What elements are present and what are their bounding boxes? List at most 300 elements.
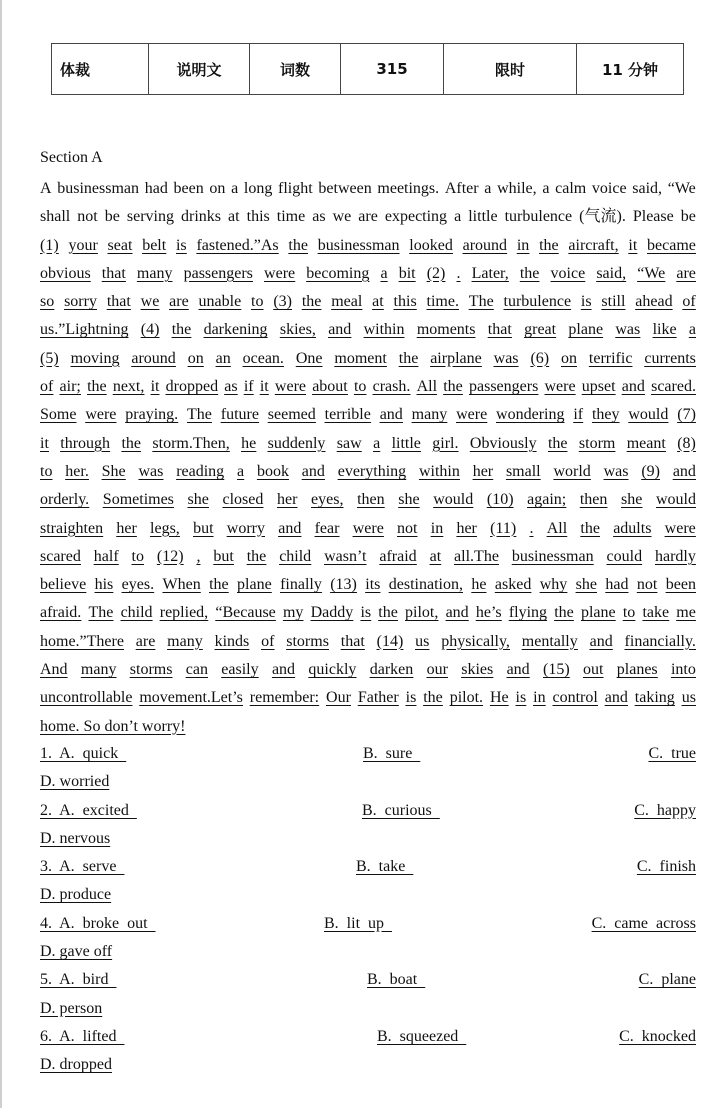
passage-word: darken xyxy=(369,661,414,679)
passage-word: plane xyxy=(580,604,616,622)
passage-word: she xyxy=(398,491,420,509)
passage-line xyxy=(40,713,696,741)
passage-word: then xyxy=(579,491,608,509)
option-c[interactable]: C. plane xyxy=(638,971,696,989)
blank-number: (13) xyxy=(330,576,357,594)
passage-word: drinks xyxy=(181,208,222,226)
question-row-d xyxy=(40,995,696,1023)
passage-word: through xyxy=(60,434,111,452)
passage-word: on xyxy=(561,349,577,367)
passage-word: asked xyxy=(494,576,532,594)
passage-line xyxy=(40,684,696,712)
question-row xyxy=(40,910,696,938)
passage-word: are xyxy=(169,293,189,311)
passage-word: are xyxy=(135,632,156,650)
passage-word: the xyxy=(288,236,308,254)
passage-line xyxy=(40,458,696,486)
passage-word: the xyxy=(171,321,192,339)
passage-word: but xyxy=(213,547,234,565)
passage-word: many xyxy=(136,264,173,282)
passage-line xyxy=(40,628,696,656)
passage-word: between xyxy=(318,180,372,197)
blank-number: (5) xyxy=(40,349,59,367)
passage-word: mentally xyxy=(521,632,578,650)
passage-word: about xyxy=(312,378,348,396)
passage-line xyxy=(40,316,696,344)
passage-word: finally xyxy=(280,576,322,594)
passage-word: a xyxy=(688,321,696,339)
passage-word: is xyxy=(515,689,527,707)
passage-word: When xyxy=(162,576,201,594)
passage-word: After xyxy=(444,180,479,197)
passage-word: in xyxy=(516,236,530,254)
passage-word: pilot, xyxy=(405,604,439,622)
passage-word: wondering xyxy=(496,406,565,424)
passage-line xyxy=(40,288,696,316)
passage-word: a xyxy=(542,180,550,197)
passage-line xyxy=(40,656,696,684)
passage-word: believe xyxy=(40,576,87,594)
passage-word: she xyxy=(621,491,643,509)
passage-word: to xyxy=(251,293,264,311)
passage-word: adults xyxy=(613,519,652,537)
passage-word: could xyxy=(606,547,643,565)
passage-word: suddenly xyxy=(267,434,326,452)
option-b[interactable]: B. curious xyxy=(362,801,440,819)
passage-word: future xyxy=(220,406,259,424)
passage-word: would xyxy=(433,491,474,509)
passage-word: was xyxy=(138,462,164,480)
passage-word: businessman xyxy=(57,180,140,197)
option-a[interactable]: 2. A. excited xyxy=(40,801,137,819)
genre-label: 体裁 xyxy=(52,44,149,95)
page-edge xyxy=(0,0,2,1108)
option-b[interactable]: B. take xyxy=(356,858,414,876)
passage-word: kinds xyxy=(214,632,250,650)
passage-word: obvious xyxy=(40,264,91,282)
passage-word: Father xyxy=(357,689,399,707)
passage-word: at xyxy=(429,547,442,565)
passage-word: of xyxy=(40,378,54,396)
passage-word: passengers xyxy=(183,264,253,282)
passage-word: eyes. xyxy=(121,576,155,594)
passage-word: businessman xyxy=(511,547,594,565)
passage-word: us xyxy=(681,689,696,707)
passage-word: One xyxy=(295,349,323,367)
passage-word: child xyxy=(279,547,312,565)
passage-word: and xyxy=(301,462,325,480)
option-d[interactable]: D. nervous xyxy=(40,829,111,847)
passage-line xyxy=(40,175,696,203)
passage-word: still xyxy=(601,293,626,311)
blank-number: (8) xyxy=(677,434,696,452)
option-c[interactable]: C. came across xyxy=(591,914,696,932)
option-d[interactable]: D. produce xyxy=(40,886,112,904)
question-options xyxy=(40,740,696,1080)
passage-word: within xyxy=(363,321,405,339)
passage-word: and xyxy=(278,519,302,537)
passage-word: A xyxy=(40,180,52,197)
option-a[interactable]: 1. A. quick xyxy=(40,745,127,762)
passage-word: a xyxy=(231,180,239,197)
passage-word: to xyxy=(131,547,144,565)
passage-word: into xyxy=(670,661,696,679)
passage-word: legs, xyxy=(150,519,180,537)
passage-word: us.”Lightning xyxy=(40,321,129,339)
passage-word: at xyxy=(228,208,240,226)
passage-word: if xyxy=(243,378,254,396)
passage-word: world xyxy=(553,462,591,480)
passage-word: she xyxy=(187,491,209,509)
passage-word: everything xyxy=(337,462,407,480)
passage-word: Sometimes xyxy=(102,491,174,509)
passage-word: financially. xyxy=(624,632,696,650)
question-row-d xyxy=(40,1051,696,1079)
passage-word: fastened.”As xyxy=(196,236,279,254)
blank-number: (6) xyxy=(530,349,550,367)
passage-word: book xyxy=(256,462,289,480)
passage-word: great xyxy=(524,321,557,339)
passage-word: said, xyxy=(632,180,663,197)
passage-word: were xyxy=(274,378,306,396)
passage-line xyxy=(40,515,696,543)
passage-word: were xyxy=(544,378,576,396)
passage-word: me xyxy=(676,604,696,622)
passage-word: businessman xyxy=(317,236,400,254)
passage-word: “We xyxy=(667,180,696,197)
passage-word: us xyxy=(415,632,430,650)
passage-word: became xyxy=(647,236,696,254)
option-b[interactable]: B. squeezed xyxy=(377,1027,467,1045)
option-b[interactable]: B. lit up xyxy=(324,914,393,932)
passage-word: storms xyxy=(129,661,173,679)
question-row-d xyxy=(40,881,696,909)
passage-word: her xyxy=(472,462,494,480)
passage-word: so xyxy=(40,293,55,311)
passage-word: , xyxy=(196,547,201,565)
passage-word: Later, xyxy=(471,264,509,282)
question-row xyxy=(40,853,696,881)
passage-word: it xyxy=(259,378,269,396)
passage-word: home. So don’t worry! xyxy=(40,717,186,735)
passage-word: a xyxy=(380,264,388,282)
passage-word: not xyxy=(77,208,98,226)
passage-word: passengers xyxy=(468,378,539,396)
passage-word: to xyxy=(353,378,367,396)
passage-word: Some xyxy=(40,406,77,424)
passage-word: seemed xyxy=(267,406,316,424)
passage-word: next, xyxy=(112,378,145,396)
passage-word: the xyxy=(443,378,463,396)
question-row xyxy=(40,797,696,825)
option-c[interactable]: C. finish xyxy=(636,858,696,876)
passage-word: afraid xyxy=(379,547,417,565)
passage-word: darkening xyxy=(203,321,268,339)
question-row-d xyxy=(40,825,696,853)
passage-word: that xyxy=(487,321,512,339)
blank-number: (1) xyxy=(40,236,59,254)
option-d[interactable]: D. worried xyxy=(40,773,110,791)
passage-word: around xyxy=(131,349,176,367)
blank-number: (2) xyxy=(426,264,446,282)
blank-number: (12) xyxy=(156,547,184,565)
passage-word: her xyxy=(116,519,137,537)
passage-word: plane xyxy=(237,576,272,594)
passage-word: planes xyxy=(616,661,658,679)
passage-word: movement.Let’s xyxy=(139,689,243,707)
passage-word: moments xyxy=(416,321,476,339)
passage-word: “We xyxy=(637,264,666,282)
passage-word: little xyxy=(468,208,498,226)
passage-word: (气流). xyxy=(579,208,626,226)
passage-line xyxy=(40,260,696,288)
option-c[interactable]: C. happy xyxy=(634,801,696,819)
passage-word: is xyxy=(405,689,417,707)
passage-word: this xyxy=(246,208,270,226)
passage-word: it xyxy=(40,434,49,452)
passage-word: like xyxy=(652,321,677,339)
passage-word: worry xyxy=(226,519,265,537)
passage-word: the xyxy=(398,349,419,367)
blank-number: (15) xyxy=(543,661,570,679)
blank-number: (4) xyxy=(140,321,160,339)
passage-word: looked xyxy=(409,236,453,254)
passage-word: the xyxy=(209,576,229,594)
passage-word: that xyxy=(106,293,131,311)
option-c[interactable]: C. true xyxy=(648,745,696,762)
passage-word: remember: xyxy=(249,689,320,707)
passage-word: girl. xyxy=(432,434,459,452)
passage-line xyxy=(40,401,696,429)
passage-word: your xyxy=(68,236,98,254)
question-row xyxy=(40,740,696,768)
blank-number: (3) xyxy=(273,293,292,311)
passage-word: flying xyxy=(508,604,548,622)
passage-word: of xyxy=(261,632,275,650)
passage-word: on xyxy=(187,349,204,367)
passage-word: currents xyxy=(644,349,696,367)
word-count-label: 词数 xyxy=(250,44,341,95)
passage-word: the xyxy=(539,236,559,254)
passage-word: the xyxy=(547,434,568,452)
option-d[interactable]: D. dropped xyxy=(40,1056,112,1074)
passage-word: All xyxy=(546,519,568,537)
passage-word: voice xyxy=(550,264,586,282)
passage-word: dropped xyxy=(165,378,219,396)
passage-word: he xyxy=(471,576,487,594)
passage-word: quickly xyxy=(308,661,357,679)
passage-word: had xyxy=(605,576,629,594)
passage-word: replied, xyxy=(159,604,209,622)
passage-word: to xyxy=(40,462,53,480)
passage-word: a xyxy=(237,462,245,480)
passage-word: the xyxy=(554,604,574,622)
passage-word: within xyxy=(418,462,460,480)
passage-word: terrific xyxy=(588,349,633,367)
passage-word: And xyxy=(40,661,68,679)
passage-word: around xyxy=(462,236,508,254)
passage-word: all.The xyxy=(454,547,499,565)
passage-word: and xyxy=(672,462,696,480)
option-c[interactable]: C. knocked xyxy=(619,1027,696,1045)
question-row xyxy=(40,1023,696,1051)
passage-word: we xyxy=(332,208,352,226)
passage-word: scared. xyxy=(651,378,696,396)
passage-word: Daddy xyxy=(310,604,354,622)
passage-word: that xyxy=(101,264,126,282)
passage-word: were xyxy=(264,264,296,282)
passage-word: he xyxy=(241,434,257,452)
passage-word: my xyxy=(282,604,304,622)
passage-word: storm xyxy=(578,434,616,452)
passage-word: . xyxy=(456,264,461,282)
passage-word: the xyxy=(301,293,322,311)
passage-line xyxy=(40,571,696,599)
passage-word: crash. xyxy=(372,378,411,396)
passage-word: why xyxy=(539,576,568,594)
passage-word: on xyxy=(209,180,226,197)
passage-word: he’s xyxy=(475,604,502,622)
passage-word: expecting xyxy=(384,208,448,226)
passage-word: we xyxy=(140,293,160,311)
passage-word: meant xyxy=(626,434,666,452)
passage-word: turbulence xyxy=(503,293,572,311)
passage-word: storms xyxy=(286,632,329,650)
passage-word: “Because xyxy=(215,604,276,622)
passage-word: Obviously xyxy=(469,434,537,452)
passage-word: He xyxy=(489,689,509,707)
passage-word: praying. xyxy=(125,406,179,424)
passage-word: be xyxy=(680,208,696,226)
passage-word: is xyxy=(360,604,372,622)
passage-word: if xyxy=(573,406,584,424)
passage-word: calm xyxy=(555,180,587,197)
passage-word: were xyxy=(352,519,384,537)
passage-word: belt xyxy=(142,236,167,254)
info-row xyxy=(52,44,684,95)
passage-word: that xyxy=(340,632,365,650)
passage-word: eyes, xyxy=(311,491,344,509)
passage-line xyxy=(40,430,696,458)
section-title: Section A xyxy=(40,149,103,166)
passage-word: were xyxy=(456,406,488,424)
passage-word: half xyxy=(93,547,119,565)
passage-word: is xyxy=(580,293,592,311)
passage-word: air; xyxy=(59,378,81,396)
passage-line xyxy=(40,232,696,260)
passage-word: while, xyxy=(497,180,537,197)
passage-word: of xyxy=(682,293,696,311)
passage-word: wasn’t xyxy=(324,547,367,565)
option-a[interactable]: 5. A. bird xyxy=(40,971,117,989)
passage-word: in xyxy=(533,689,546,707)
passage-word: moment xyxy=(334,349,387,367)
passage-word: be xyxy=(104,208,120,226)
passage-word: bit xyxy=(398,264,416,282)
option-b[interactable]: B. boat xyxy=(367,971,426,989)
passage-word: and xyxy=(604,689,628,707)
option-a[interactable]: 4. A. broke out xyxy=(40,914,156,932)
passage-word: voice xyxy=(591,180,627,197)
passage-word: turbulence xyxy=(504,208,573,226)
option-b[interactable]: B. sure xyxy=(363,745,421,762)
passage-word: and xyxy=(271,661,296,679)
passage-word: her. xyxy=(65,462,89,480)
passage-word: and xyxy=(328,321,352,339)
passage-word: are xyxy=(676,264,696,282)
passage-word: long xyxy=(243,180,273,197)
passage-word: pilot. xyxy=(449,689,484,707)
passage-word: unable xyxy=(198,293,242,311)
time-limit-label: 限时 xyxy=(444,44,577,95)
passage-word: the xyxy=(423,689,443,707)
option-d[interactable]: D. person xyxy=(40,999,103,1017)
passage-word: been xyxy=(665,576,696,594)
passage-word: were xyxy=(85,406,117,424)
option-a[interactable]: 3. A. serve xyxy=(40,858,125,876)
passage-word: taking xyxy=(634,689,675,707)
passage-word: our xyxy=(426,661,448,679)
passage-word: an xyxy=(215,349,231,367)
passage-word: but xyxy=(193,519,214,537)
passage-word: take xyxy=(642,604,670,622)
passage-word: saw xyxy=(336,434,362,452)
passage-word: as xyxy=(224,378,238,396)
passage-word: scared xyxy=(40,547,81,565)
passage-word: are xyxy=(358,208,378,226)
passage-word: out xyxy=(582,661,604,679)
word-count-value: 315 xyxy=(341,44,444,95)
option-d[interactable]: D. gave off xyxy=(40,943,113,961)
passage-word: not xyxy=(397,519,418,537)
passage-word: orderly. xyxy=(40,491,90,509)
passage-word: plane xyxy=(568,321,604,339)
question-row-d xyxy=(40,768,696,796)
passage-word: many xyxy=(411,406,448,424)
passage-word: said, xyxy=(596,264,627,282)
question-row-d xyxy=(40,938,696,966)
passage-word: Our xyxy=(326,689,351,707)
passage-word: his xyxy=(94,576,114,594)
passage-word: to xyxy=(622,604,636,622)
passage-word: the xyxy=(121,434,141,452)
passage-word: ahead xyxy=(635,293,673,311)
passage-word: a xyxy=(484,180,492,197)
option-a[interactable]: 6. A. lifted xyxy=(40,1027,125,1045)
passage-word: they xyxy=(591,406,620,424)
passage-word: destination, xyxy=(388,576,463,594)
passage-word: time xyxy=(276,208,306,226)
passage-word: control xyxy=(552,689,598,707)
passage-word: and xyxy=(621,378,645,396)
passage-word: home.”There xyxy=(40,632,124,650)
passage-word: reading xyxy=(176,462,225,480)
passage-word: hardly xyxy=(654,547,696,565)
passage-word: flight xyxy=(278,180,313,197)
passage-line xyxy=(40,486,696,514)
passage-word: at xyxy=(372,293,384,311)
blank-number: (9) xyxy=(641,462,660,480)
passage-word: aircraft, xyxy=(568,236,619,254)
passage-word: as xyxy=(312,208,326,226)
passage-word: shall xyxy=(40,208,71,226)
passage-line xyxy=(40,543,696,571)
passage-word: the xyxy=(519,264,540,282)
passage-word: . xyxy=(529,519,534,537)
passage-line xyxy=(40,203,696,231)
passage-word: meetings. xyxy=(377,180,440,197)
passage-word: had xyxy=(144,180,168,197)
